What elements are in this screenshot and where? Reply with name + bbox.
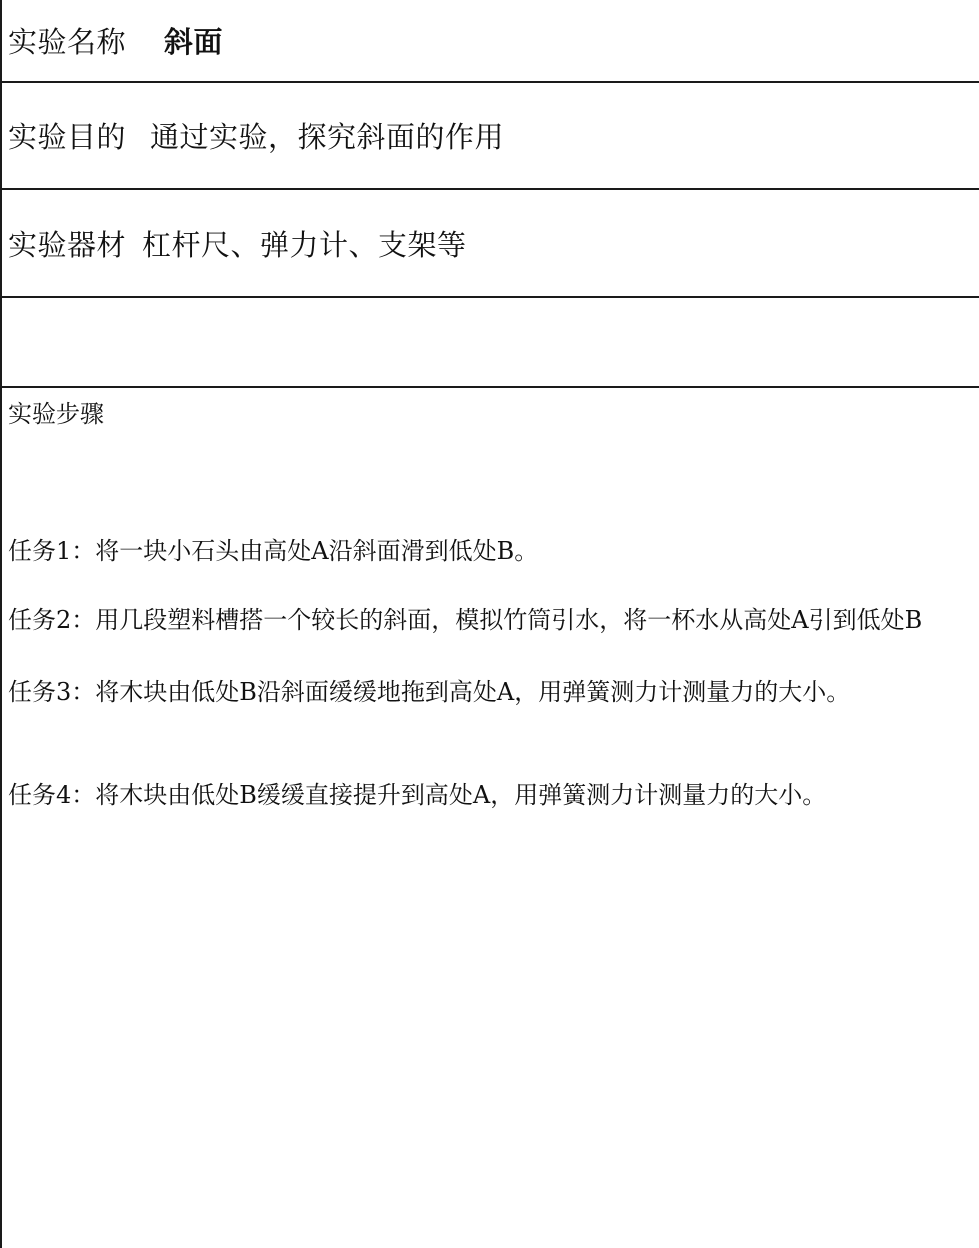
experiment-name-label: 实验名称	[8, 25, 127, 59]
task-item-4: 任务4：将木块由低处B缓缓直接提升到高处A，用弹簧测力计测量力的大小。	[8, 781, 827, 809]
task-item-3: 任务3：将木块由低处B沿斜面缓缓地拖到高处A，用弹簧测力计测量力的大小。	[8, 678, 851, 706]
experiment-equipment-label: 实验器材	[8, 227, 127, 262]
experiment-steps-section	[2, 388, 979, 1248]
experiment-equipment-value: 杠杆尺、弹力计、支架等	[142, 227, 467, 262]
experiment-equipment-row	[2, 190, 979, 298]
experiment-purpose-row	[2, 83, 979, 190]
steps-heading: 实验步骤	[8, 400, 104, 428]
task-item-2: 任务2：用几段塑料槽搭一个较长的斜面，模拟竹筒引水，将一杯水从高处A引到低处B	[8, 606, 923, 634]
experiment-purpose-label: 实验目的	[8, 120, 127, 154]
experiment-name-value: 斜面	[164, 25, 224, 59]
blank-row	[2, 298, 979, 388]
experiment-purpose-value: 通过实验，探究斜面的作用	[150, 120, 505, 154]
task-item-1: 任务1：将一块小石头由高处A沿斜面滑到低处B。	[8, 537, 539, 565]
experiment-name-row	[2, 0, 979, 83]
